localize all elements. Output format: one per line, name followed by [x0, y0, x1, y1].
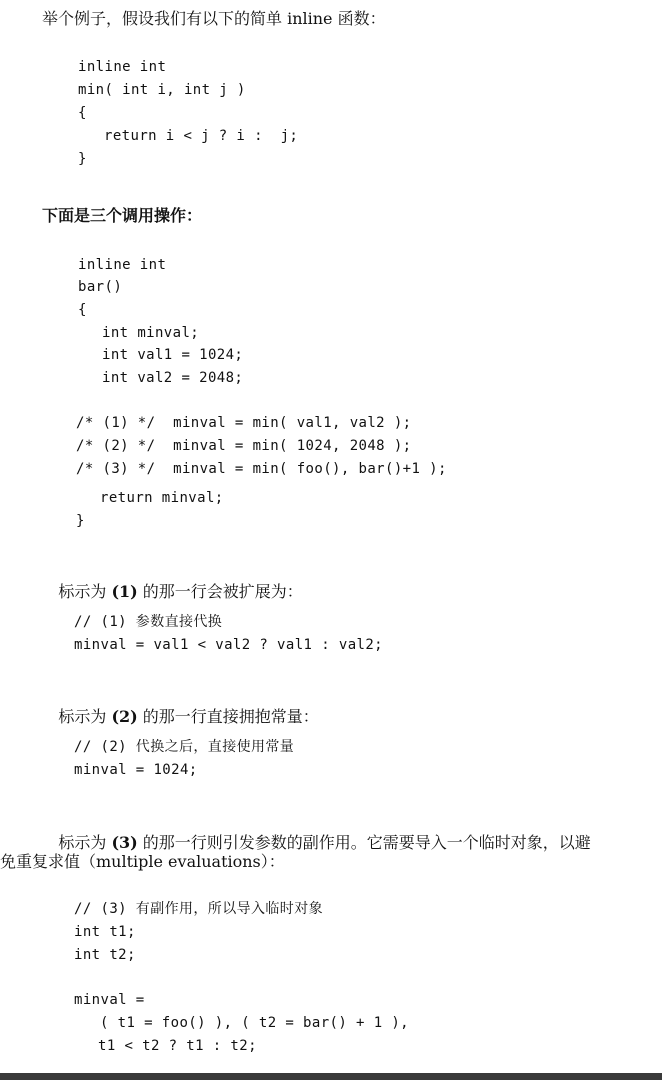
expand1-pre: 标示为 [58, 582, 112, 601]
code-line: minval = 1024; [74, 762, 198, 778]
code-line: int t1; [74, 924, 136, 940]
code-line: /* (1) */ minval = min( val1, val2 ); [76, 415, 412, 431]
code-line: inline int [78, 59, 167, 75]
code-line: ( t1 = foo() ), ( t2 = bar() + 1 ), [100, 1015, 410, 1031]
expand2-pre: 标示为 [58, 707, 112, 726]
code-comment: // (3) 有副作用，所以导入临时对象 [74, 901, 324, 917]
code-line: { [78, 302, 87, 318]
code-line: { [78, 105, 87, 121]
code-line: inline int [78, 257, 167, 273]
code-line: } [76, 513, 85, 529]
expand2-post: 的那一行直接拥抱常量： [137, 707, 319, 726]
page-bottom-edge [0, 1073, 662, 1080]
expand3-paragraph-continued: 免重复求值（multiple evaluations）： [0, 852, 285, 871]
code-comment: // (2) 代换之后，直接使用常量 [74, 739, 295, 755]
code-line: bar() [78, 279, 123, 295]
code-line: int t2; [74, 947, 136, 963]
code-line: /* (3) */ minval = min( foo(), bar()+1 ); [76, 461, 447, 477]
code-comment: // (1) 参数直接代换 [74, 614, 223, 630]
calls-intro-paragraph: 下面是三个调用操作： [42, 206, 203, 225]
expand1-paragraph [38, 568, 303, 616]
expand2-paragraph [38, 693, 319, 741]
expand1-number: (1) [111, 582, 138, 601]
code-line: int minval; [102, 325, 200, 341]
code-line: int val2 = 2048; [102, 370, 244, 386]
code-line: int val1 = 1024; [102, 347, 244, 363]
code-line: minval = [74, 992, 145, 1008]
code-line: /* (2) */ minval = min( 1024, 2048 ); [76, 438, 412, 454]
expand3-post: 的那一行则引发参数的副作用。它需要导入一个临时对象，以避 [137, 833, 591, 852]
expand2-number: (2) [111, 707, 138, 726]
code-line: return i < j ? i : j; [104, 128, 299, 144]
expand3-number: (3) [111, 833, 138, 852]
code-line: t1 < t2 ? t1 : t2; [98, 1038, 257, 1054]
code-line: } [78, 151, 87, 167]
code-line: return minval; [100, 490, 224, 506]
expand3-pre: 标示为 [58, 833, 112, 852]
intro-paragraph: 举个例子，假设我们有以下的简单 inline 函数： [42, 9, 386, 28]
code-line: min( int i, int j ) [78, 82, 246, 98]
expand1-post: 的那一行会被扩展为： [137, 582, 303, 601]
code-line: minval = val1 < val2 ? val1 : val2; [74, 637, 384, 653]
